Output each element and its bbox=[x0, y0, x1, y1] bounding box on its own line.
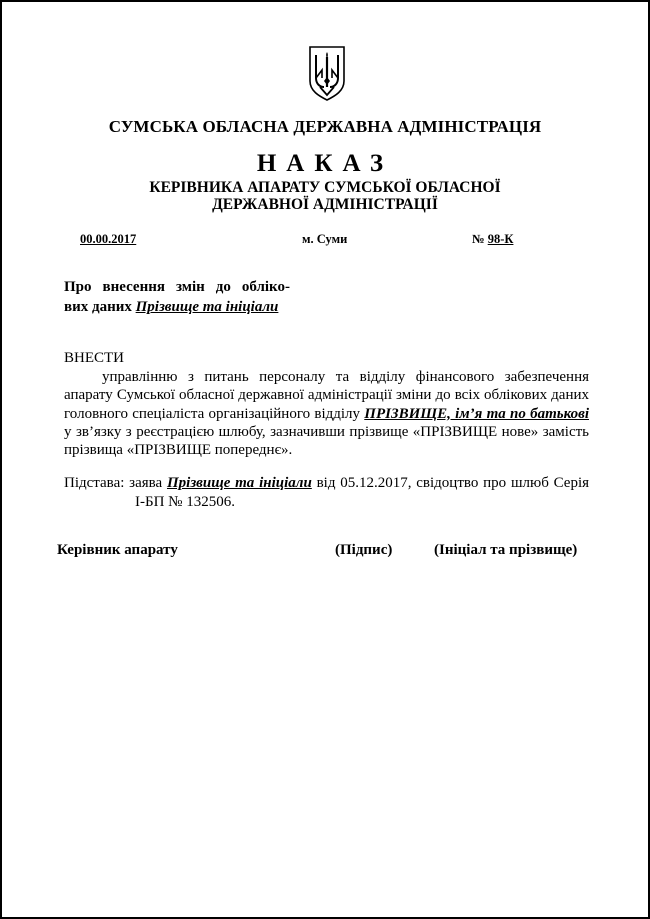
organization-name: СУМСЬКА ОБЛАСНА ДЕРЖАВНА АДМІНІСТРАЦІЯ bbox=[108, 117, 542, 136]
order-verb: ВНЕСТИ bbox=[64, 350, 124, 366]
signatory-name: (Ініціал та прізвище) bbox=[434, 542, 578, 558]
tryzub-emblem-icon bbox=[307, 45, 347, 101]
signature-placeholder: (Підпис) bbox=[335, 542, 393, 558]
subtitle-line-2: ДЕРЖАВНОЇ АДМІНІСТРАЦІЇ bbox=[212, 196, 438, 213]
order-employee-name: ПРІЗВИЩЕ, ім’я та по батькові bbox=[364, 405, 589, 422]
number-value: 98-К bbox=[487, 232, 514, 246]
number-prefix: № bbox=[472, 232, 488, 246]
basis-line-2: І-БП № 132506. bbox=[135, 494, 235, 510]
subject-line-2 bbox=[64, 297, 290, 317]
document-date: 00.00.2017 bbox=[80, 232, 137, 246]
order-body-part-2: у зв’язку з реєстрацією шлюбу, зазначивши прізвище «ПРІЗВИЩЕ нове» замість прізвища «ПРІЗВИЩЕ попереднє». bbox=[64, 423, 589, 459]
document-number bbox=[472, 232, 513, 247]
order-body bbox=[64, 368, 589, 459]
basis-suffix: від 05.12.2017, свідоцтво про шлюб Серія bbox=[311, 475, 590, 491]
subject-line-2-text: вих даних bbox=[64, 299, 136, 315]
basis-prefix: Підстава: заява bbox=[64, 475, 167, 491]
order-basis bbox=[64, 474, 589, 512]
subject-person-name: Прізвище та ініціали bbox=[135, 299, 279, 315]
subject-line-1: Про внесення змін до обліко- bbox=[64, 279, 290, 295]
signatory-role: Керівник апарату bbox=[57, 542, 178, 558]
document-type-title: НАКАЗ bbox=[256, 150, 394, 177]
document-city: м. Суми bbox=[302, 232, 348, 246]
subtitle-line-1: КЕРІВНИКА АПАРАТУ СУМСЬКОЇ ОБЛАСНОЇ bbox=[149, 179, 501, 196]
order-subject bbox=[64, 277, 290, 317]
basis-person-name: Прізвище та ініціали bbox=[166, 475, 312, 491]
basis-line-1 bbox=[64, 474, 589, 493]
order-body-part-1: управлінню з питань персоналу та відділу фінансового забезпечення апарату Сумської обласної державної адміністрації зміни до всіх облікових даних головного спеціаліста організаційного відділу bbox=[64, 369, 589, 422]
document-subtitle bbox=[2, 179, 648, 213]
